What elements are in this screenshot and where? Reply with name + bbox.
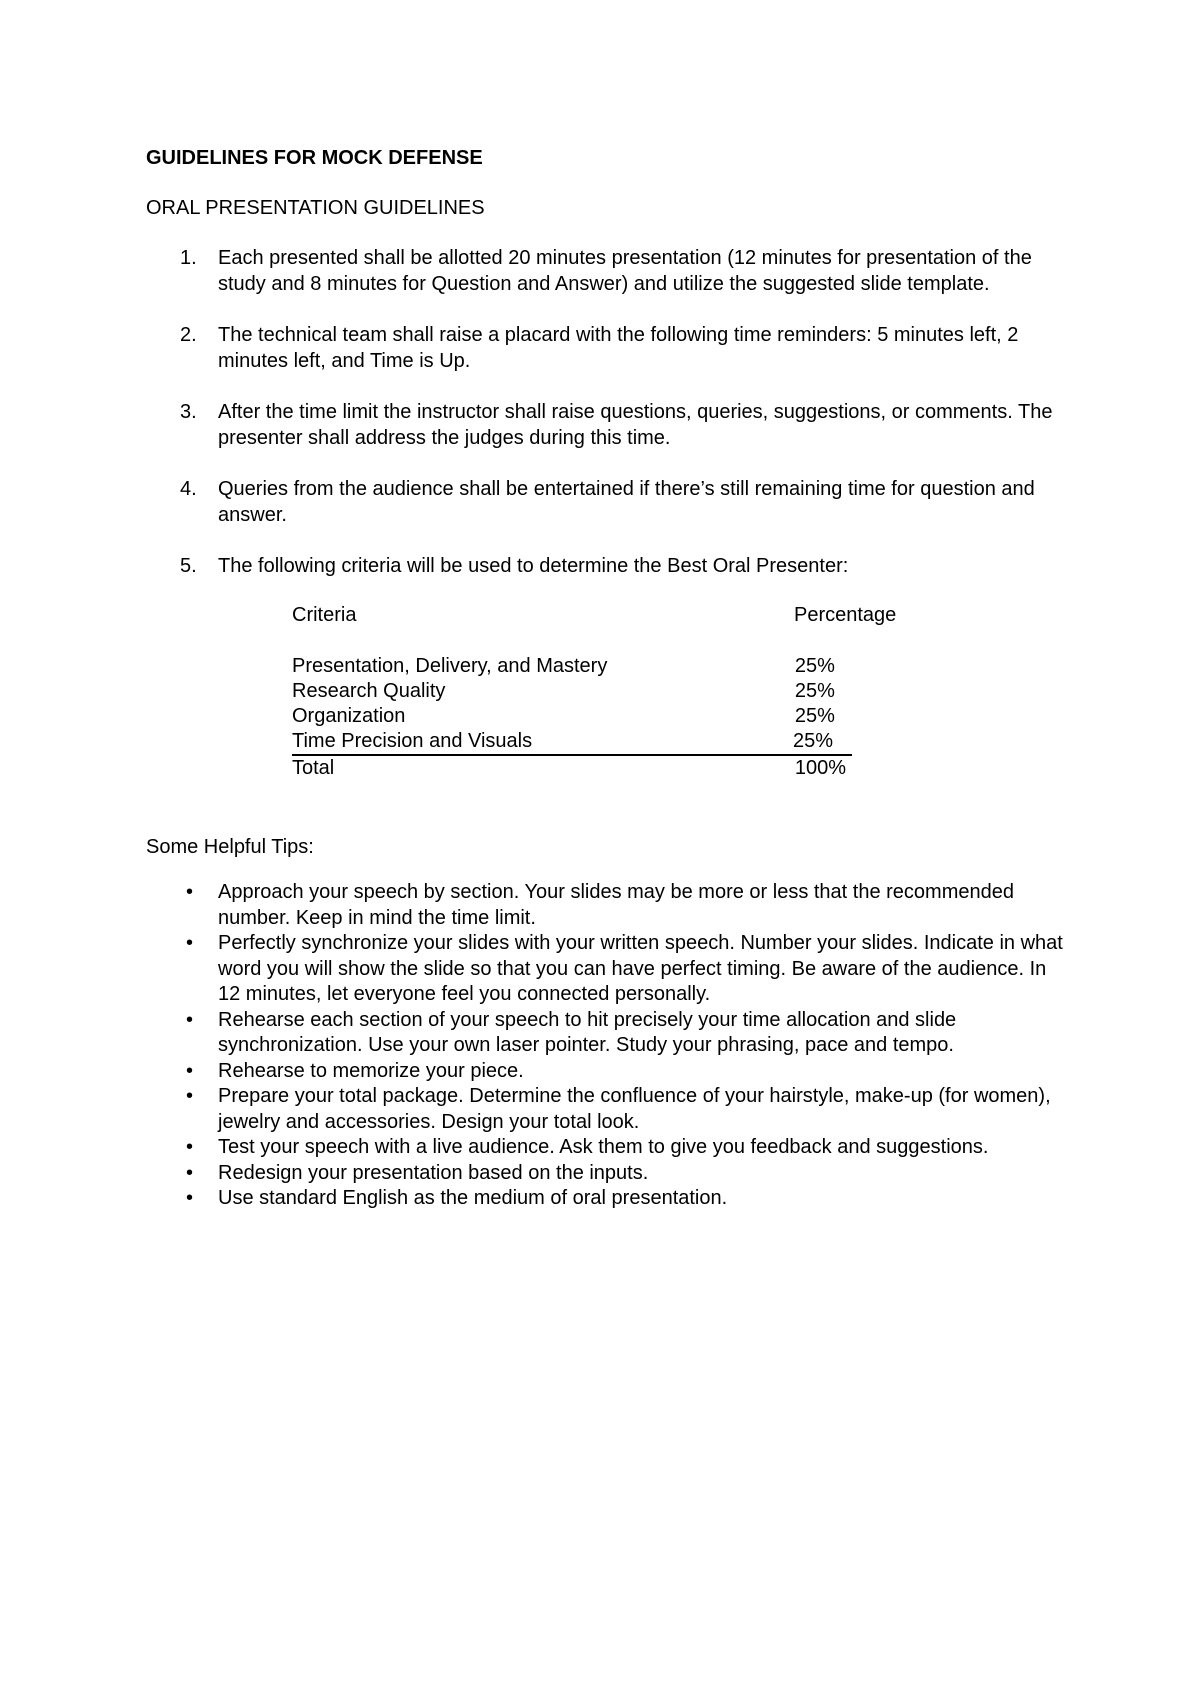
guideline-number: 1.	[180, 247, 197, 269]
tip-text: Perfectly synchronize your slides with your written speech. Number your slides. Indicate in what word you will show the slide so that you can have perfect timing. Be aware of the audience. In 12 minutes, let everyone feel you connected personally.	[218, 932, 1063, 1005]
tip-text: Prepare your total package. Determine the confluence of your hairstyle, make-up (for women), jewelry and accessories. Design your total look.	[218, 1085, 1051, 1133]
guideline-text: The following criteria will be used to determine the Best Oral Presenter:	[218, 555, 849, 577]
tips-heading: Some Helpful Tips:	[146, 836, 314, 858]
guideline-number: 3.	[180, 401, 197, 423]
criteria-total-percentage: 100%	[794, 757, 846, 779]
criteria-percentage: 25%	[794, 680, 835, 702]
criteria-name: Presentation, Delivery, and Mastery	[292, 655, 608, 677]
tip-item	[146, 1059, 1066, 1085]
guideline-number: 5.	[180, 555, 197, 577]
criteria-row	[292, 704, 854, 729]
criteria-total-label: Total	[292, 757, 335, 779]
tip-text: Rehearse to memorize your piece.	[218, 1059, 524, 1082]
criteria-name: Research Quality	[292, 680, 446, 702]
criteria-table	[292, 603, 897, 781]
percentage-header-label: Percentage	[794, 604, 897, 626]
tip-text: Redesign your presentation based on the inputs.	[218, 1161, 649, 1184]
tip-item	[146, 1186, 1066, 1212]
tips-list	[146, 880, 1066, 1212]
bullet-icon: •	[186, 1059, 194, 1082]
guideline-item	[146, 322, 1066, 374]
bullet-icon: •	[186, 881, 194, 903]
guideline-item	[146, 245, 1066, 297]
bullet-icon: •	[186, 1008, 194, 1031]
guideline-text: After the time limit the instructor shall raise questions, queries, suggestions, or comments. The presenter shall address the judges during this time.	[218, 401, 1053, 449]
bullet-icon: •	[186, 1161, 194, 1184]
tip-item	[146, 1161, 1066, 1187]
guideline-number: 2.	[180, 324, 197, 346]
tip-text: Test your speech with a live audience. Ask them to give you feedback and suggestions.	[218, 1136, 989, 1158]
criteria-percentage: 25%	[794, 705, 835, 727]
tip-text: Approach your speech by section. Your slides may be more or less that the recommended number. Keep in mind the time limit.	[218, 881, 1014, 929]
criteria-name: Organization	[292, 705, 406, 727]
criteria-total-row	[292, 756, 854, 781]
tip-item	[146, 880, 1066, 931]
bullet-icon: •	[186, 1085, 194, 1107]
guideline-number: 4.	[180, 478, 197, 500]
guideline-item	[146, 399, 1066, 451]
criteria-row	[292, 729, 852, 756]
tip-item	[146, 1135, 1066, 1161]
bullet-icon: •	[186, 932, 194, 954]
tip-item	[146, 931, 1066, 1008]
guideline-text: Queries from the audience shall be entertained if there’s still remaining time for question and answer.	[218, 478, 1035, 526]
tip-text: Use standard English as the medium of oral presentation.	[218, 1187, 728, 1209]
guideline-text: The technical team shall raise a placard with the following time reminders: 5 minutes left, 2 minutes left, and Time is Up.	[218, 324, 1019, 372]
criteria-header-label: Criteria	[292, 604, 357, 626]
document-title: GUIDELINES FOR MOCK DEFENSE	[146, 147, 483, 169]
bullet-icon: •	[186, 1136, 194, 1158]
guideline-item	[146, 476, 1066, 528]
criteria-percentage: 25%	[793, 730, 834, 752]
criteria-table-header	[292, 603, 897, 628]
document-page	[146, 145, 1066, 1212]
guideline-text: Each presented shall be allotted 20 minutes presentation (12 minutes for presentation of the study and 8 minutes for Question and Answer) and utilize the suggested slide template.	[218, 247, 1032, 295]
criteria-row	[292, 654, 854, 679]
criteria-row	[292, 679, 854, 704]
tip-item	[146, 1008, 1066, 1059]
criteria-percentage: 25%	[794, 655, 835, 677]
tip-item	[146, 1084, 1066, 1135]
tip-text: Rehearse each section of your speech to hit precisely your time allocation and slide synchronization. Use your own laser pointer. Study your phrasing, pace and tempo.	[218, 1008, 957, 1056]
bullet-icon: •	[186, 1187, 194, 1209]
document-subtitle: ORAL PRESENTATION GUIDELINES	[146, 197, 485, 219]
guidelines-list	[146, 245, 1066, 579]
criteria-name: Time Precision and Visuals	[292, 730, 533, 752]
guideline-item	[146, 553, 1066, 579]
